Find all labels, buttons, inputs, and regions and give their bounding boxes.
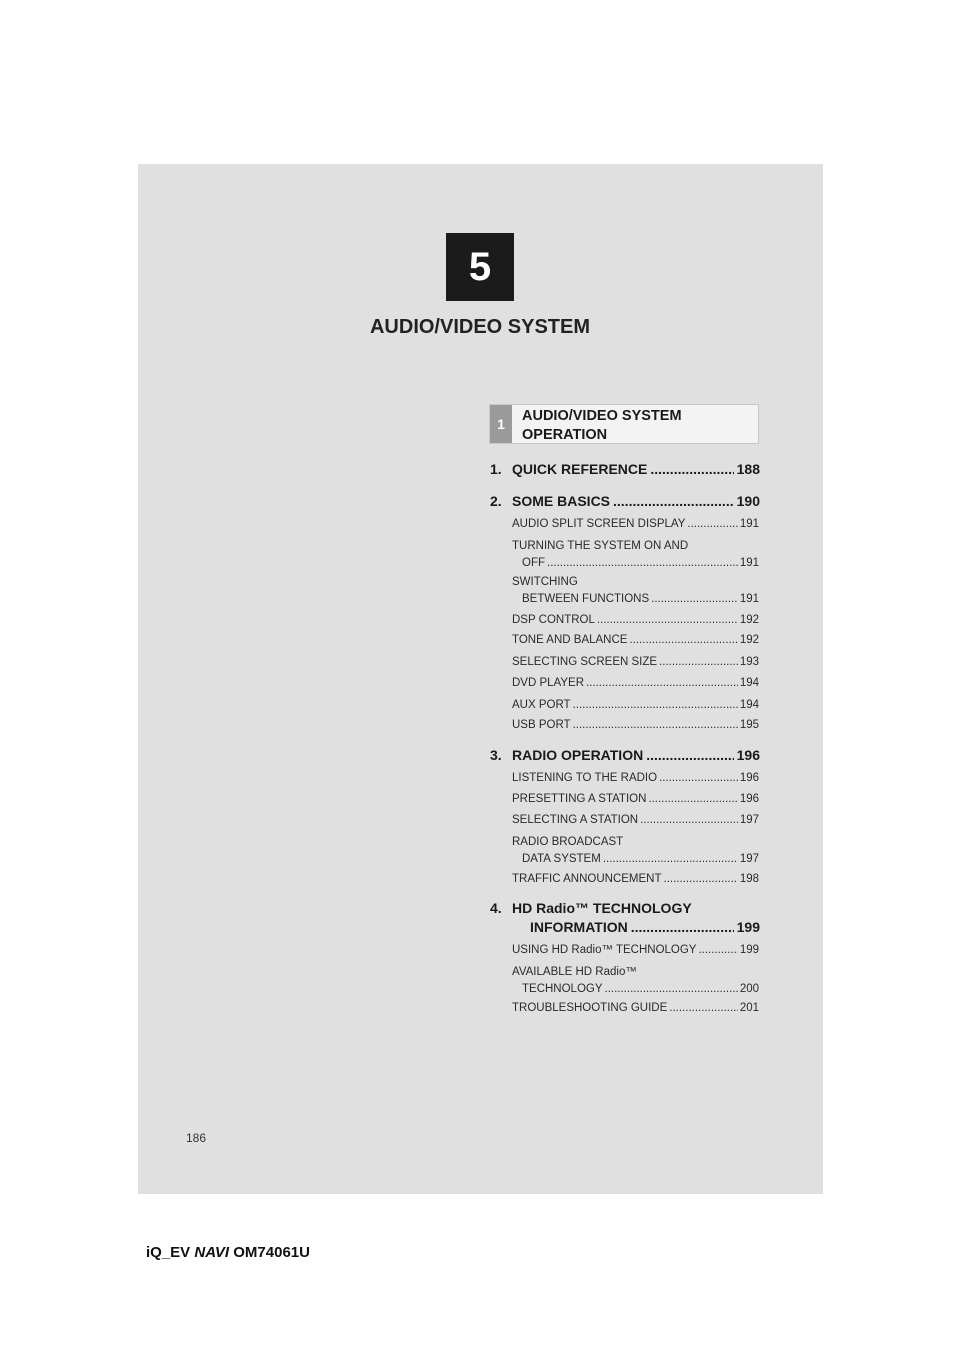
section-header (489, 404, 759, 444)
toc-subentry[interactable]: USB PORT ..... 195 (512, 717, 759, 734)
chapter-number-badge: 5 (446, 233, 514, 301)
toc-subentry[interactable]: LISTENING TO THE RADIO ..... 196 (512, 770, 759, 787)
toc-entry-hd-radio-technology[interactable]: 4. HD Radio™ TECHNOLOGY INFORMATION ..... 199 (490, 900, 760, 938)
toc-subentry[interactable]: SELECTING SCREEN SIZE ..... 193 (512, 654, 759, 671)
section-title: AUDIO/VIDEO SYSTEM OPERATION (522, 408, 682, 443)
toc-entry-some-basics[interactable]: 2. SOME BASICS ..... 190 (490, 493, 760, 512)
toc-subentry[interactable]: SWITCHING BETWEEN FUNCTIONS ..... 191 (512, 574, 759, 608)
toc-subentry[interactable]: SELECTING A STATION ..... 197 (512, 812, 759, 829)
toc-subentry[interactable]: TRAFFIC ANNOUNCEMENT ..... 198 (512, 871, 759, 888)
page-number: 186 (186, 1131, 207, 1145)
toc-entry-quick-reference[interactable]: 1. QUICK REFERENCE ..... 188 (490, 461, 760, 480)
toc-subentry[interactable]: TURNING THE SYSTEM ON AND OFF ..... 191 (512, 538, 759, 572)
toc-subentry[interactable]: RADIO BROADCAST DATA SYSTEM ..... 197 (512, 834, 759, 868)
toc-subentry[interactable]: TROUBLESHOOTING GUIDE ..... 201 (512, 1000, 759, 1017)
toc-subentry[interactable]: PRESETTING A STATION ..... 196 (512, 791, 759, 808)
toc-subentry[interactable]: DSP CONTROL ..... 192 (512, 612, 759, 629)
toc-subentry[interactable]: DVD PLAYER ..... 194 (512, 675, 759, 692)
toc-subentry[interactable]: TONE AND BALANCE ..... 192 (512, 632, 759, 649)
section-number-badge: 1 (490, 405, 512, 443)
toc-entry-radio-operation[interactable]: 3. RADIO OPERATION ..... 196 (490, 747, 760, 766)
footer-model-code: iQ_EV NAVI OM74061U (146, 1244, 310, 1261)
toc-subentry[interactable]: USING HD Radio™ TECHNOLOGY ..... 199 (512, 942, 759, 959)
toc-subentry[interactable]: AVAILABLE HD Radio™ TECHNOLOGY ..... 200 (512, 964, 759, 998)
toc-subentry[interactable]: AUX PORT ..... 194 (512, 697, 759, 714)
chapter-title: AUDIO/VIDEO SYSTEM (369, 316, 591, 338)
toc-subentry[interactable]: AUDIO SPLIT SCREEN DISPLAY ..... 191 (512, 516, 759, 533)
